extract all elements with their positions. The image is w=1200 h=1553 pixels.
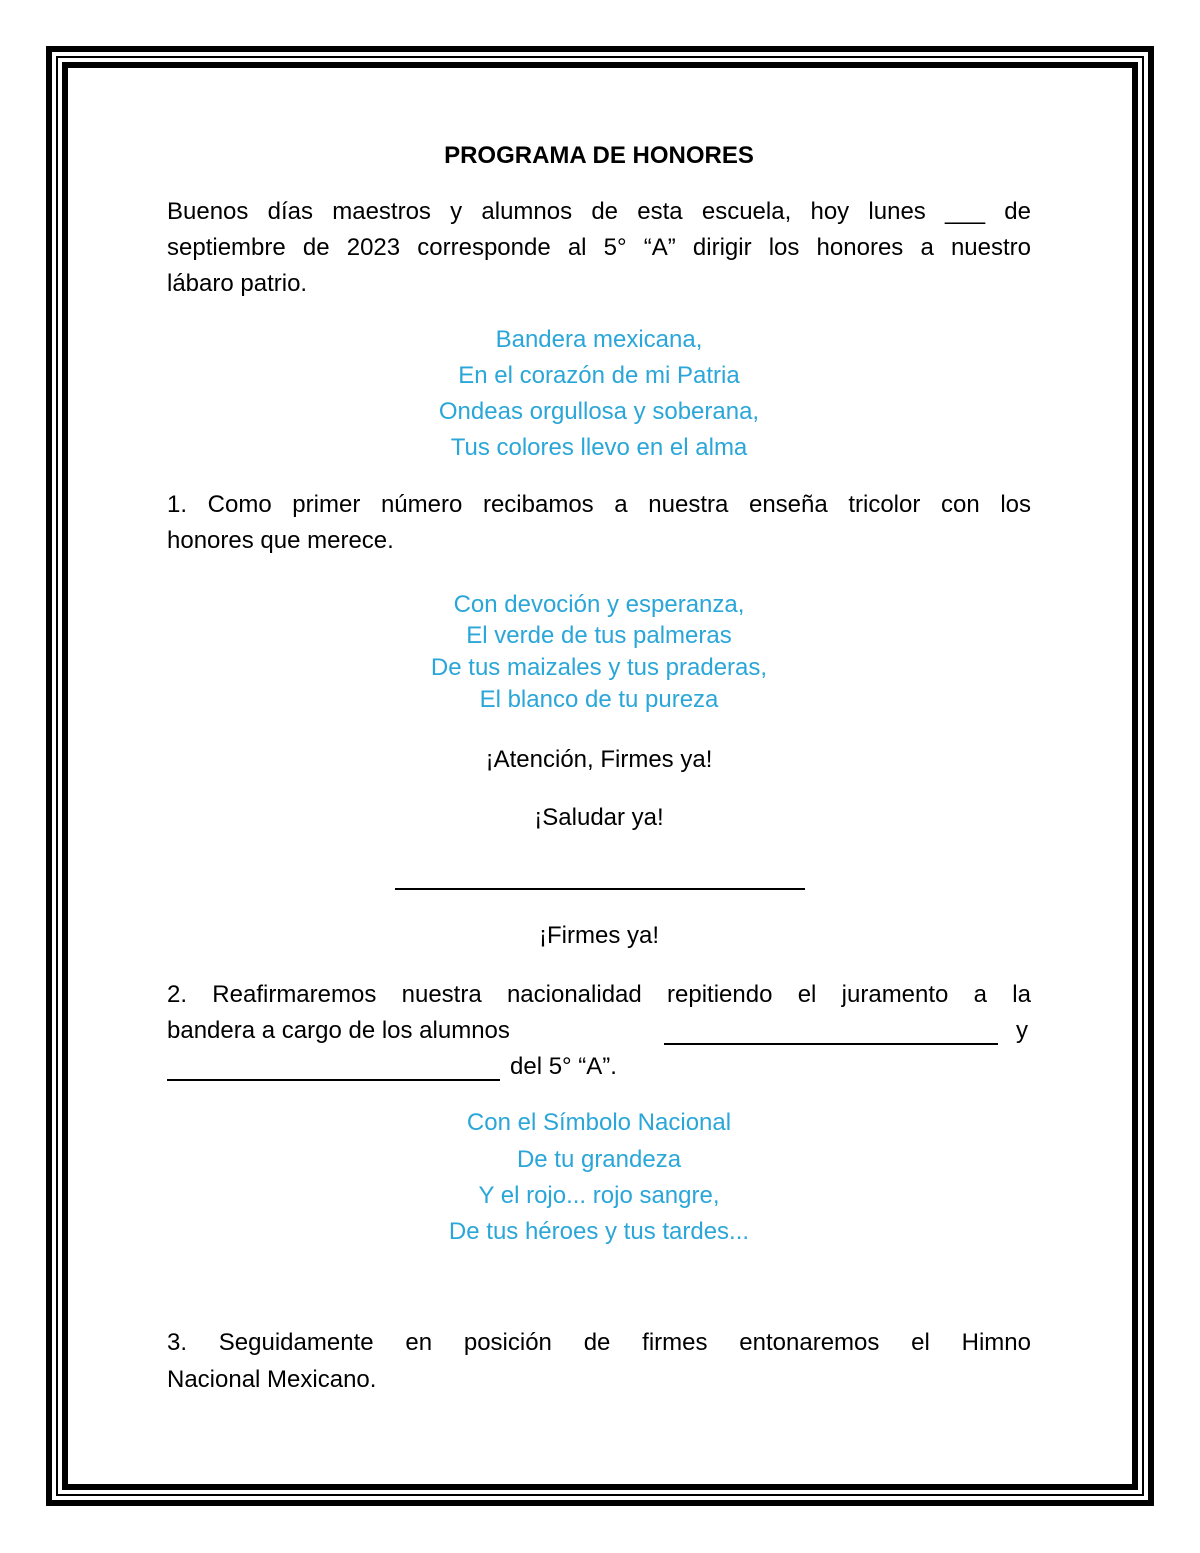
verse-1-line: Bandera mexicana, <box>495 326 703 353</box>
student-name-blank-1 <box>664 1043 998 1045</box>
item-2-line-3-text: del 5° “A”. <box>510 1053 617 1080</box>
verse-3-line: Con el Símbolo Nacional <box>466 1109 732 1136</box>
item-3-line-2: Nacional Mexicano. <box>167 1366 377 1393</box>
verse-2-line: El verde de tus palmeras <box>466 622 732 649</box>
verse-2-line: Con devoción y esperanza, <box>453 591 745 618</box>
student-name-blank-2 <box>167 1079 500 1081</box>
verse-1-line: En el corazón de mi Patria <box>458 362 740 389</box>
item-2-line-2-text: bandera a cargo de los alumnos <box>167 1017 510 1044</box>
verse-1-line: Ondeas orgullosa y soberana, <box>438 398 760 425</box>
item-1-line-1: 1. Como primer número recibamos a nuestra enseña tricolor con los <box>167 491 1031 518</box>
blank-line <box>395 888 805 890</box>
command-attention: ¡Atención, Firmes ya! <box>485 746 713 773</box>
document-title: PROGRAMA DE HONORES <box>444 142 754 169</box>
item-2-line-2-conjunction: y <box>1016 1017 1028 1044</box>
intro-line-1: Buenos días maestros y alumnos de esta escuela, hoy lunes ___ de <box>167 198 1031 225</box>
item-2-line-1: 2. Reafirmaremos nuestra nacionalidad repitiendo el juramento a la <box>167 981 1031 1008</box>
command-firm: ¡Firmes ya! <box>539 922 659 949</box>
item-1-line-2: honores que merece. <box>167 527 394 554</box>
verse-3-line: De tu grandeza <box>516 1146 682 1173</box>
intro-line-3: lábaro patrio. <box>167 270 308 297</box>
verse-2-line: De tus maizales y tus praderas, <box>430 654 768 681</box>
command-salute: ¡Saludar ya! <box>534 804 664 831</box>
verse-1-line: Tus colores llevo en el alma <box>450 434 748 461</box>
item-3-line-1: 3. Seguidamente en posición de firmes entonaremos el Himno <box>167 1329 1031 1356</box>
verse-3-line: De tus héroes y tus tardes... <box>448 1218 750 1245</box>
verse-3-line: Y el rojo... rojo sangre, <box>478 1182 720 1209</box>
intro-line-2: septiembre de 2023 corresponde al 5° “A” dirigir los honores a nuestro <box>167 234 1031 261</box>
verse-2-line: El blanco de tu pureza <box>479 686 719 713</box>
